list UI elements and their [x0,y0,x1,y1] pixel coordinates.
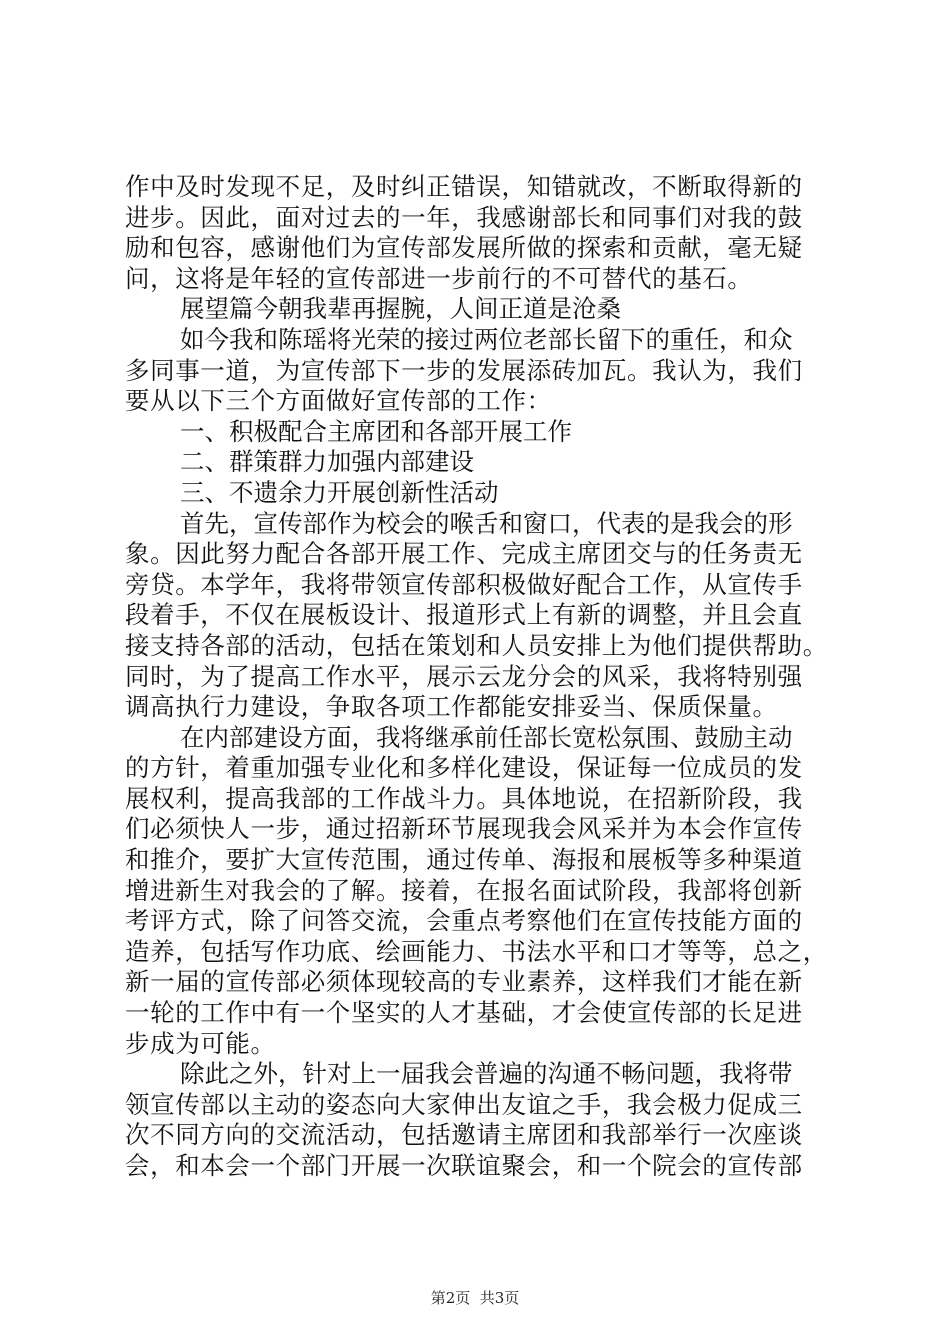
document-body [125,172,835,1182]
text-line: 同时，为了提高工作水平，展示云龙分会的风采，我将特别强 [125,661,803,691]
text-line: 三、不遗余力开展创新性活动 [180,477,499,507]
text-line: 作中及时发现不足，及时纠正错误，知错就改，不断取得新的 [125,172,803,201]
text-line: 新一届的宣传部必须体现较高的专业素养，这样我们才能在新 [125,967,803,997]
text-line: 考评方式，除了问答交流，会重点考察他们在宣传技能方面的 [125,906,803,936]
text-line: 除此之外，针对上一届我会普遍的沟通不畅问题，我将带 [180,1059,793,1089]
text-line: 二、群策群力加强内部建设 [180,447,474,477]
text-line: 进步。因此，面对过去的一年，我感谢部长和同事们对我的鼓 [125,202,803,232]
text-line: 一轮的工作中有一个坚实的人才基础，才会使宣传部的长足进 [125,998,803,1028]
text-line: 们必须快人一步，通过招新环节展现我会风采并为本会作宣传 [125,814,803,844]
text-line: 会，和本会一个部门开展一次联谊聚会，和一个院会的宣传部 [125,1151,803,1180]
text-line: 的方针，着重加强专业化和多样化建设，保证每一位成员的发 [125,753,803,783]
text-line: 增进新生对我会的了解。接着，在报名面试阶段，我部将创新 [125,875,803,905]
text-line: 和推介，要扩大宣传范围，通过传单、海报和展板等多种渠道 [125,845,803,875]
text-line: 首先，宣传部作为校会的喉舌和窗口，代表的是我会的形 [180,508,793,538]
text-line: 励和包容，感谢他们为宣传部发展所做的探索和贡献，毫无疑 [125,233,803,263]
text-line: 旁贷。本学年，我将带领宣传部积极做好配合工作，从宣传手 [125,569,803,599]
text-line: 展权利，提高我部的工作战斗力。具体地说，在招新阶段，我 [125,783,803,813]
text-line: 步成为可能。 [125,1028,276,1058]
page-footer [0,1288,950,1308]
text-line: 要从以下三个方面做好宣传部的工作： [125,386,552,416]
text-line: 一、积极配合主席团和各部开展工作 [180,416,572,446]
page-number-text: 第2页 共3页 [430,1289,520,1307]
text-line: 段着手，不仅在展板设计、报道形式上有新的调整，并且会直 [125,600,803,630]
text-line: 如今我和陈瑶将光荣的接过两位老部长留下的重任，和众 [180,324,793,354]
text-line: 问，这将是年轻的宣传部进一步前行的不可替代的基石。 [125,263,753,293]
text-line: 领宣传部以主动的姿态向大家伸出友谊之手，我会极力促成三 [125,1089,803,1119]
text-line: 接支持各部的活动，包括在策划和人员安排上为他们提供帮助。 [125,630,828,660]
text-line: 调高执行力建设，争取各项工作都能安排妥当、保质保量。 [125,692,778,722]
text-line: 在内部建设方面，我将继承前任部长宽松氛围、鼓励主动 [180,722,793,752]
text-line: 次不同方向的交流活动，包括邀请主席团和我部举行一次座谈 [125,1120,803,1150]
text-line: 多同事一道，为宣传部下一步的发展添砖加瓦。我认为，我们 [125,355,803,385]
text-line: 象。因此努力配合各部开展工作、完成主席团交与的任务责无 [125,539,803,569]
text-line: 展望篇今朝我辈再握腕，人间正道是沧桑 [180,294,621,324]
text-line: 造养，包括写作功底、绘画能力、书法水平和口才等等，总之， [125,936,828,966]
